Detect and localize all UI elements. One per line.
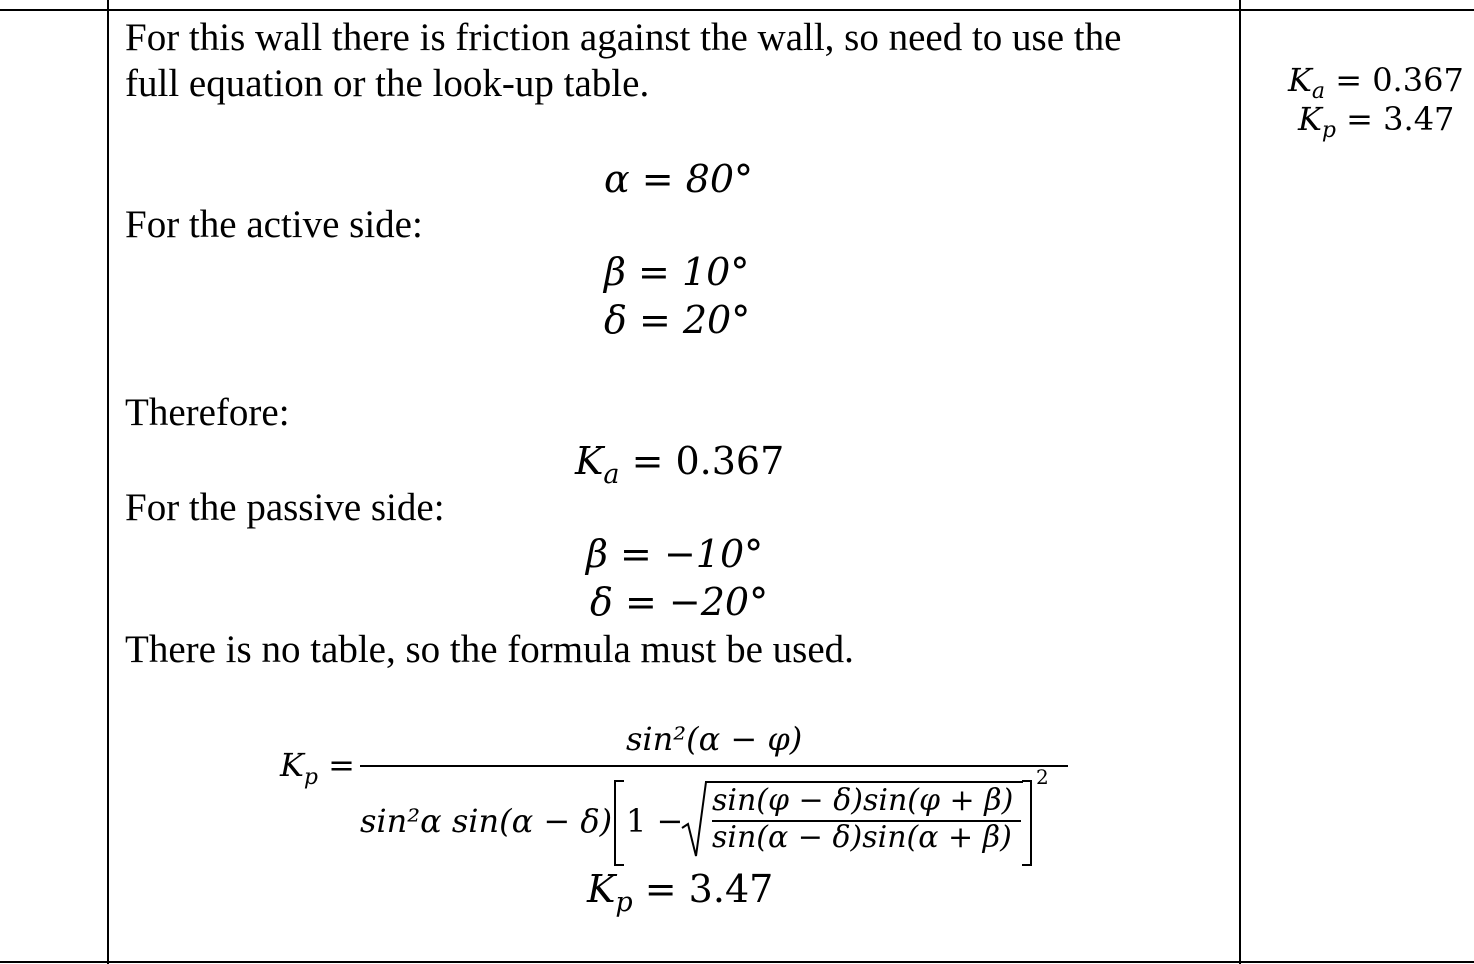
formula-lhs [280,743,355,792]
active-beta-equation: β = 10° [604,250,750,294]
right-bracket [1022,780,1032,866]
formula-fraction-bar [360,765,1068,767]
kp-result-sub: p [615,887,633,918]
kp-result-var: K [587,867,616,911]
table-right-column-border [1239,0,1241,964]
answer-kp-var: K [1298,100,1322,138]
kp-result-value: = 3.47 [632,867,774,911]
left-bracket [614,780,624,866]
active-side-label: For the active side: [125,203,423,246]
intro-line-2: full equation or the look-up table. [125,62,650,105]
answer-kp-value: = 3.47 [1336,100,1455,138]
passive-beta-equation: β = −10° [586,532,764,576]
table-bottom-border [0,961,1474,963]
answer-ka-var: K [1288,61,1312,99]
passive-side-label: For the passive side: [125,486,445,529]
formula-denominator-prefix: sin²α sin(α − δ) [360,802,613,840]
answer-kp [1298,99,1454,144]
ka-result [575,439,784,488]
active-delta-equation: δ = 20° [604,298,751,342]
formula-lhs-equals: = [318,746,355,784]
formula-lhs-var: K [280,746,304,784]
answer-ka-value: = 0.367 [1325,61,1464,99]
table-left-column-border [107,0,109,964]
formula-numerator: sin²(α − φ) [626,720,803,758]
intro-line-1: For this wall there is friction against the wall, so need to use the [125,16,1122,59]
answer-kp-sub: p [1321,118,1336,143]
no-table-note: There is no table, so the formula must be used. [125,628,854,671]
therefore-label: Therefore: [125,391,290,434]
ka-result-var: K [575,439,604,483]
formula-exponent: 2 [1036,765,1049,789]
alpha-equation: α = 80° [604,157,754,201]
formula-inner-denominator: sin(α − δ)sin(α + β) [712,820,1012,855]
formula-inner-numerator: sin(φ − δ)sin(φ + β) [712,783,1014,818]
formula-lhs-sub: p [303,765,318,790]
square-root-icon [680,780,710,860]
ka-result-value: = 0.367 [619,439,785,483]
kp-result [587,867,773,916]
table-top-border [0,9,1474,11]
answer-ka-sub: a [1311,79,1326,104]
passive-delta-equation: δ = −20° [590,580,769,624]
formula-one-minus: 1 − [626,802,684,840]
ka-result-sub: a [603,459,620,490]
